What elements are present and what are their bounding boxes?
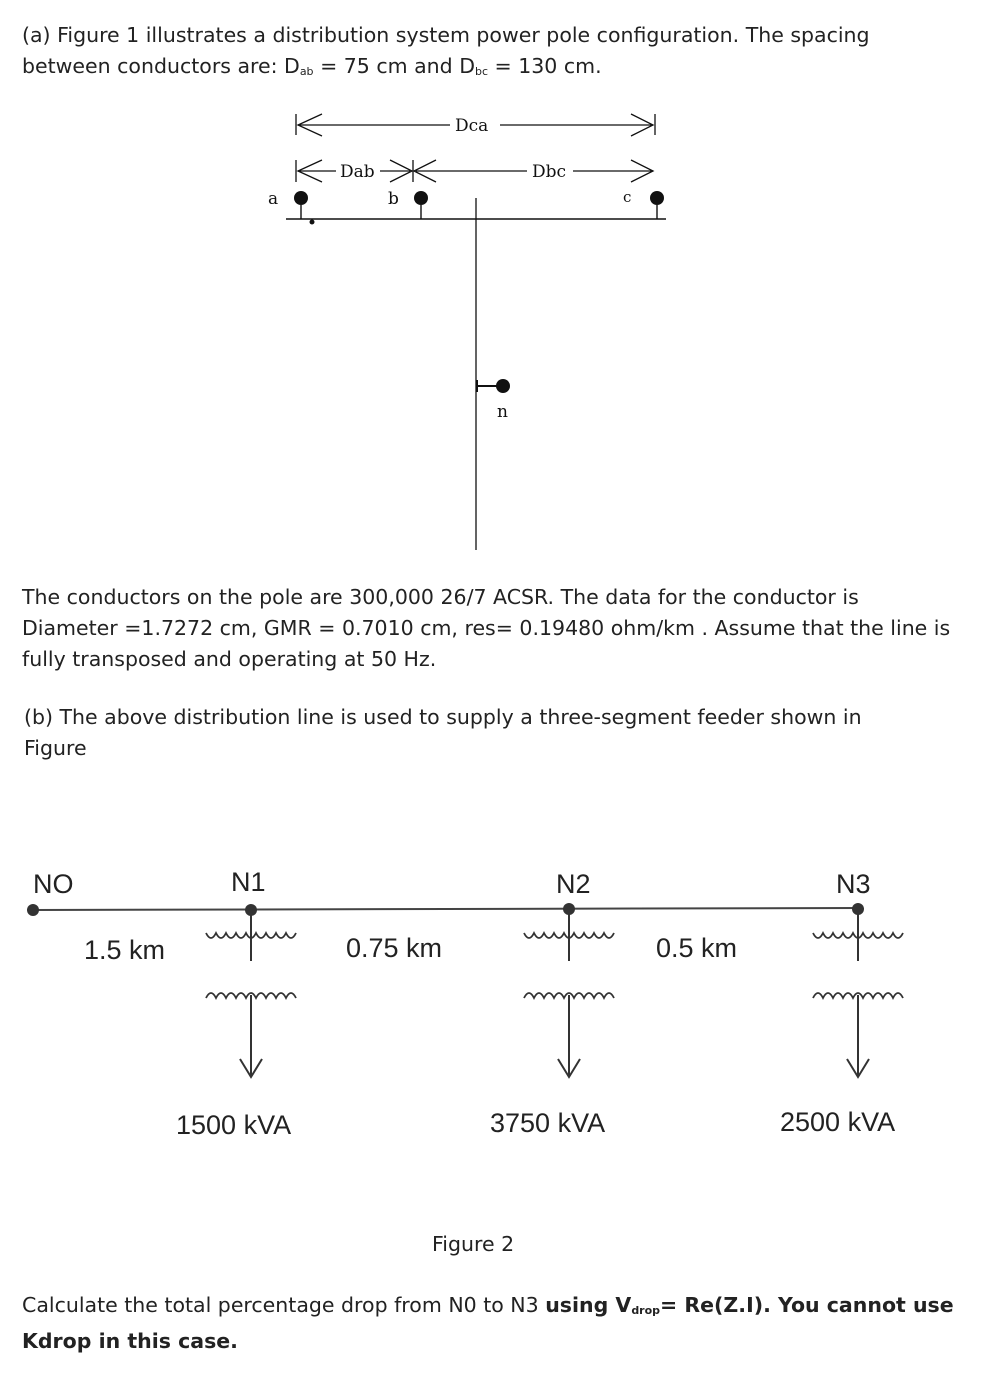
node-label-n0: NO xyxy=(33,869,74,899)
question-paragraph xyxy=(22,1290,954,1357)
load-label-n3: 2500 kVA xyxy=(780,1107,896,1137)
load-label-n2: 3750 kVA xyxy=(490,1108,606,1138)
part-b-paragraph xyxy=(24,702,862,764)
feeder-line xyxy=(33,908,860,910)
dca-label: Dca xyxy=(455,116,489,136)
part-b-line1: (b) The above distribution line is used to supply a three-segment feeder shown in xyxy=(24,705,862,729)
question-line1: Calculate the total percentage drop from N0 to N3 using $V_{drop}= Re(Z.I)$. You cannot use xyxy=(22,1293,954,1317)
conductor-b-label: b xyxy=(388,189,399,209)
transformer-n2 xyxy=(524,910,614,1077)
segment-length-1: 1.5 km xyxy=(84,935,166,965)
segment-length-2: 0.75 km xyxy=(346,933,443,963)
part-a-line1: (a) Figure 1 illustrates a distribution system power pole configuration. The spacing xyxy=(22,23,870,47)
conductor-data-paragraph xyxy=(22,582,950,675)
transformer-n1 xyxy=(206,910,296,1077)
conductor-text-line1: The conductors on the pole are 300,000 26/7 ACSR. The data for the conductor is xyxy=(22,585,859,609)
conductor-b xyxy=(414,191,428,205)
load-label-n1: 1500 kVA xyxy=(176,1110,292,1140)
conductor-a xyxy=(294,191,308,205)
node-label-n2: N2 xyxy=(556,869,591,899)
node-label-n3: N3 xyxy=(836,869,871,899)
figure2-feeder-diagram xyxy=(0,835,986,1135)
dbc-label: Dbc xyxy=(532,162,567,182)
part-b-line2: Figure xyxy=(24,736,87,760)
node-n0 xyxy=(27,904,39,916)
neutral-conductor xyxy=(496,379,510,393)
question-line2: Kdrop in this case. xyxy=(22,1329,238,1353)
node-label-n1: N1 xyxy=(231,867,266,897)
transformer-n3 xyxy=(813,910,903,1077)
figure1-pole-diagram xyxy=(0,0,986,560)
part-a-line2: between conductors are: $D_{ab} = 75$ cm and $D_{bc} = 130$ cm. xyxy=(22,54,602,78)
conductor-c-label: c xyxy=(623,188,632,206)
conductor-a-label: a xyxy=(268,189,279,209)
segment-length-3: 0.5 km xyxy=(656,933,738,963)
conductor-text-line2: Diameter =1.7272 cm, GMR = 0.7010 cm, res= 0.19480 ohm/km . Assume that the line is xyxy=(22,616,951,640)
conductor-text-line3: fully transposed and operating at 50 Hz. xyxy=(22,647,437,671)
conductor-n-label: n xyxy=(497,402,508,422)
dab-label: Dab xyxy=(340,162,375,182)
figure2-caption: Figure 2 xyxy=(432,1232,515,1256)
conductor-c xyxy=(650,191,664,205)
